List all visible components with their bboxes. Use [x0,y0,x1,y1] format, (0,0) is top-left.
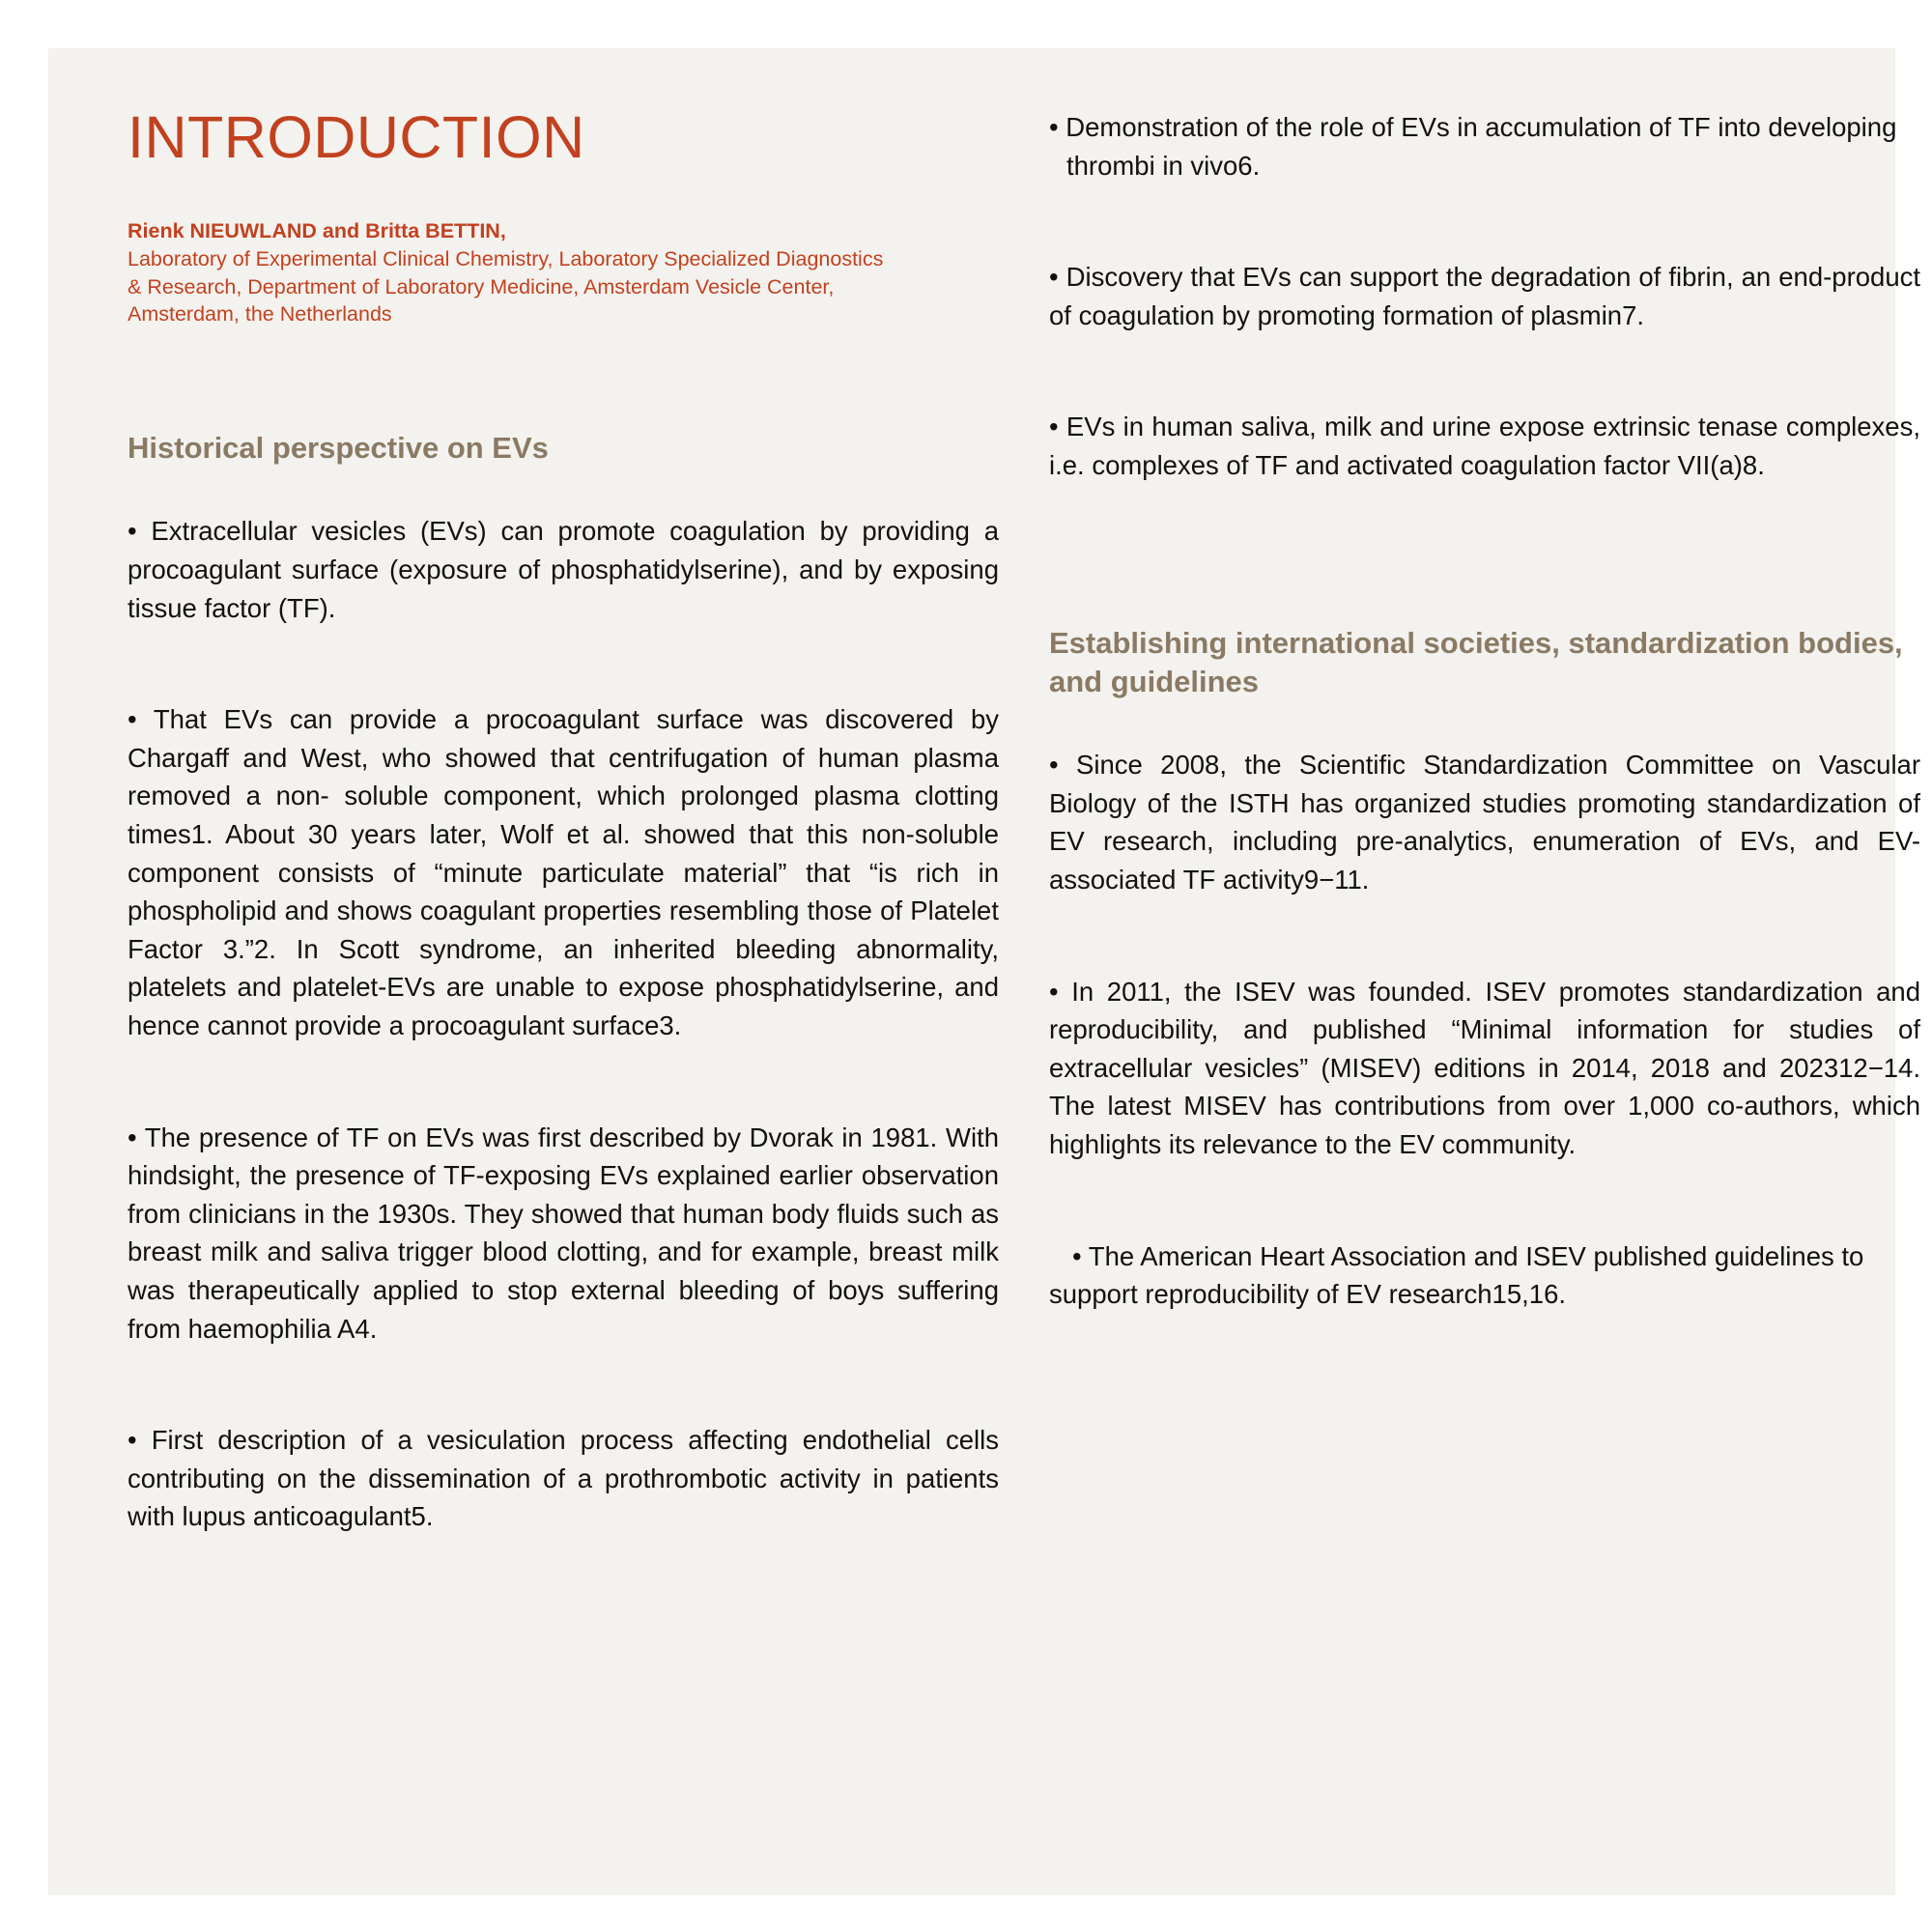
spacer [1045,524,1920,624]
spacer [1045,701,1920,746]
paragraph-ev-thrombi-invivo: • Demonstration of the role of EVs in accumulation of TF into developing thrombi in vivo6. [1049,112,1897,181]
section-heading-historical-perspective: Historical perspective on EVs [128,431,549,466]
left-column [124,104,999,1536]
author-names: Rienk NIEUWLAND and Britta BETTIN, [128,219,506,242]
paragraph-isev-misev: • In 2011, the ISEV was founded. ISEV promotes standardization and reproducibility, and published “Minimal information for studies of extracellular vesicles” (MISEV) editions in 2014, 2018 and 202312−14. The latest MISEV has contributions from over 1,000 co-authors, which highlights its relevance to the EV community. [1049,976,1920,1159]
spacer [124,468,999,512]
right-column [1045,108,1920,1314]
author-affiliation: Laboratory of Experimental Clinical Chemistry, Laboratory Specialized Diagnostics & Research, Department of Laboratory Medicine, Amsterdam Vesicle Center, Amsterdam, the Netherlands [128,246,884,327]
two-column-layout [124,104,1920,1536]
paragraph-chargaff-west: • That EVs can provide a procoagulant surface was discovered by Chargaff and West, who showed that centrifugation of human plasma removed a non- soluble component, which prolonged plasma clotting times1. About 30 years later, Wolf et al. showed that this non-soluble component consists of “minute particulate material” that “is rich in phospholipid and shows coagulant properties resembling those of Platelet Factor 3.”2. In Scott syndrome, an inherited bleeding abnormality, platelets and platelet-EVs are unable to expose phosphatidylserine, and hence cannot provide a procoagulant surface3. [128,704,999,1041]
page-title: INTRODUCTION [128,104,585,170]
paragraph-dvorak-tf: • The presence of TF on EVs was first described by Dvorak in 1981. With hindsight, the presence of TF-exposing EVs explained earlier observation from clinicians in the 1930s. They showed that human body fluids such as breast milk and saliva trigger blood clotting, and for example, breast milk was therapeutically applied to stop external bleeding of boys suffering from haemophilia A4. [128,1122,999,1344]
paragraph-ev-procoagulation: • Extracellular vesicles (EVs) can promote coagulation by providing a procoagulant surface (exposure of phosphatidylserine), and by exposing tissue factor (TF). [128,516,999,623]
paragraph-vesiculation-lupus: • First description of a vesiculation process affecting endothelial cells contributing on the dissemination of a prothrombotic activity in patients with lupus anticoagulant5. [128,1425,999,1532]
paragraph-fibrin-degradation: • Discovery that EVs can support the degradation of fibrin, an end-product of coagulation by promoting formation of plasmin7. [1049,262,1920,330]
paragraph-ssc-isth: • Since 2008, the Scientific Standardization Committee on Vascular Biology of the ISTH has organized studies promoting standardization of EV research, including pre-analytics, enumeration of EVs, and EV-associated TF activity9−11. [1049,750,1920,895]
paragraph-extrinsic-tenase: • EVs in human saliva, milk and urine expose extrinsic tenase complexes, i.e. complexes of TF and activated coagulation factor VII(a)8. [1049,412,1920,480]
spacer [124,328,999,429]
paragraph-aha-isev-guidelines: • The American Heart Association and ISEV published guidelines to support reproducibility of EV research15,16. [1049,1240,1864,1310]
section-heading-international-societies: Establishing international societies, standardization bodies, and guidelines [1049,625,1903,698]
poster-page-panel [48,48,1920,1895]
